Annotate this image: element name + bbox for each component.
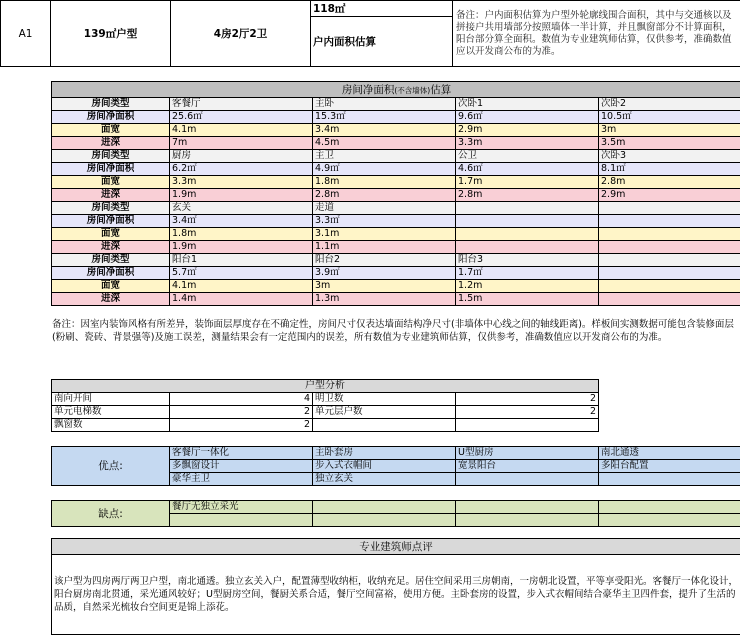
room-table-note: 备注：因室内装饰风格有所差异，装饰面层厚度存在不确定性，房间尺寸仅表达墙面结构净尺寸(非墙体中心线之间的轴线距离)。样板间实测数据可能包含装修面层(粉刷、瓷砖、背景强等)及施工误差，测量结果会有一定范围内的误差，所有数值为专业建筑师估算，仅供参考，准确数值应以开发商公布的为准。 xyxy=(52,319,734,343)
room-depth-cell: 1.1m xyxy=(313,241,456,254)
pro-item: 主卧套房 xyxy=(313,447,456,460)
analysis-label: 飘窗数 xyxy=(52,419,170,432)
room-width-cell: 1.8m xyxy=(313,176,456,189)
room-width-cell: 3.4m xyxy=(313,124,456,137)
room-area-cell xyxy=(599,267,740,280)
pro-item: 多飘窗设计 xyxy=(170,460,313,473)
pro-item xyxy=(456,473,599,486)
analysis-title: 户型分析 xyxy=(52,380,599,393)
review-title: 专业建筑师点评 xyxy=(52,539,740,555)
room-type-cell: 阳台3 xyxy=(456,254,599,267)
room-type-cell xyxy=(456,202,599,215)
room-depth-row xyxy=(52,137,740,150)
pro-item: 客餐厅一体化 xyxy=(170,447,313,460)
room-depth-cell xyxy=(599,293,740,306)
room-depth-cell: 1.5m xyxy=(456,293,599,306)
pros-table xyxy=(51,446,740,486)
room-width-cell xyxy=(456,228,599,241)
layout-label: 4房2厅2卫 xyxy=(171,1,311,67)
con-item xyxy=(313,501,456,514)
net-area-caption: 户内面积估算 xyxy=(311,17,453,67)
analysis-table xyxy=(51,379,599,432)
room-area-row xyxy=(52,215,740,228)
net-area-title-main: 房间净面积 xyxy=(341,84,395,96)
room-type-cell: 走道 xyxy=(313,202,456,215)
pro-item: 多阳台配置 xyxy=(599,460,740,473)
net-area-title-small: (不含墙体) xyxy=(394,86,431,95)
room-type-cell: 次卧1 xyxy=(456,98,599,111)
pro-item: 豪华主卫 xyxy=(170,473,313,486)
room-type-cell: 次卧3 xyxy=(599,150,740,163)
room-width-cell: 3m xyxy=(599,124,740,137)
room-width-cell: 1.8m xyxy=(170,228,313,241)
room-area-cell xyxy=(456,215,599,228)
room-area-cell: 4.9㎡ xyxy=(313,163,456,176)
room-type-cell: 主卫 xyxy=(313,150,456,163)
pro-item: 独立玄关 xyxy=(313,473,456,486)
room-type-row xyxy=(52,202,740,215)
analysis-label: 明卫数 xyxy=(313,393,456,406)
room-type-cell: 次卧2 xyxy=(599,98,740,111)
room-type-cell: 厨房 xyxy=(170,150,313,163)
room-width-cell: 4.1m xyxy=(170,124,313,137)
room-depth-cell: 7m xyxy=(170,137,313,150)
room-depth-row xyxy=(52,189,740,202)
pro-item: 宽景阳台 xyxy=(456,460,599,473)
analysis-value: 4 xyxy=(170,393,313,406)
room-type-row xyxy=(52,98,740,111)
room-width-row xyxy=(52,280,740,293)
pros-row xyxy=(52,447,740,460)
room-width-label: 面宽 xyxy=(52,124,170,137)
room-area-cell: 9.6㎡ xyxy=(456,111,599,124)
header-note: 备注：户内面积估算为户型外轮廓线围合面积，其中与交通核以及拼接户共用墙部分按照墙体一半计算，并且飘窗部分不计算面积，阳台部分算全面积。数值为专业建筑师估算，仅供参考，准确数值应以开发商公布的为准。 xyxy=(453,1,740,67)
room-area-cell: 1.7㎡ xyxy=(456,267,599,280)
cons-label: 缺点: xyxy=(52,501,170,527)
con-item xyxy=(170,514,313,527)
room-area-cell: 10.5㎡ xyxy=(599,111,740,124)
room-type-label: 房间类型 xyxy=(52,98,170,111)
net-area-table xyxy=(51,81,740,306)
room-type-label: 房间类型 xyxy=(52,202,170,215)
room-width-cell: 3m xyxy=(313,280,456,293)
analysis-value: 2 xyxy=(456,406,599,419)
analysis-label xyxy=(313,419,456,432)
room-area-row xyxy=(52,163,740,176)
room-type-cell xyxy=(599,254,740,267)
room-width-label: 面宽 xyxy=(52,228,170,241)
room-type-label: 房间类型 xyxy=(52,150,170,163)
room-area-label: 房间净面积 xyxy=(52,163,170,176)
room-depth-row xyxy=(52,241,740,254)
room-width-cell xyxy=(599,280,740,293)
room-width-label: 面宽 xyxy=(52,176,170,189)
room-width-cell: 3.3m xyxy=(170,176,313,189)
room-area-row xyxy=(52,111,740,124)
room-area-cell: 5.7㎡ xyxy=(170,267,313,280)
room-width-row xyxy=(52,176,740,189)
analysis-value: 2 xyxy=(456,393,599,406)
cons-table xyxy=(51,500,740,527)
analysis-label: 单元层户数 xyxy=(313,406,456,419)
room-width-cell: 3.1m xyxy=(313,228,456,241)
con-item xyxy=(599,501,740,514)
con-item xyxy=(313,514,456,527)
header-table xyxy=(0,0,740,67)
room-depth-cell: 4.5m xyxy=(313,137,456,150)
room-depth-label: 进深 xyxy=(52,241,170,254)
room-type-cell: 阳台1 xyxy=(170,254,313,267)
room-area-row xyxy=(52,267,740,280)
room-area-cell: 3.9㎡ xyxy=(313,267,456,280)
room-depth-cell: 1.9m xyxy=(170,241,313,254)
room-type-cell: 公卫 xyxy=(456,150,599,163)
room-type-cell: 阳台2 xyxy=(313,254,456,267)
room-depth-cell xyxy=(599,241,740,254)
room-depth-row xyxy=(52,293,740,306)
cons-row xyxy=(52,501,740,514)
room-type-row xyxy=(52,254,740,267)
net-area-value: 118㎡ xyxy=(311,1,453,17)
room-area-cell xyxy=(599,215,740,228)
room-width-cell: 2.8m xyxy=(599,176,740,189)
room-type-cell: 玄关 xyxy=(170,202,313,215)
room-type-cell xyxy=(599,202,740,215)
room-depth-cell: 2.8m xyxy=(313,189,456,202)
room-area-label: 房间净面积 xyxy=(52,111,170,124)
analysis-value xyxy=(456,419,599,432)
unit-id: A1 xyxy=(1,1,51,67)
room-width-cell: 1.7m xyxy=(456,176,599,189)
analysis-label: 南向开间 xyxy=(52,393,170,406)
pro-item: U型厨房 xyxy=(456,447,599,460)
con-item: 餐厅无独立采光 xyxy=(170,501,313,514)
room-depth-cell: 1.4m xyxy=(170,293,313,306)
room-width-row xyxy=(52,124,740,137)
room-area-cell: 15.3㎡ xyxy=(313,111,456,124)
room-depth-cell xyxy=(456,241,599,254)
room-area-cell: 3.4㎡ xyxy=(170,215,313,228)
con-item xyxy=(456,514,599,527)
review-text: 该户型为四房两厅两卫户型，南北通透。独立玄关入户，配置薄型收纳柜，收纳充足。居住空间采用三房朝南，一房朝北设置，平等享受阳光。客餐厅一体化设计，阳台厨房南北贯通，采光通风较好；U型厨房空间，餐厨关系合适，餐厅空间富裕，使用方便。主卧套房的设置，步入式衣帽间结合豪华主卫四件套，提升了生活的品质，自然采光梳妆台空间更是锦上添花。 xyxy=(52,555,740,635)
room-area-label: 房间净面积 xyxy=(52,267,170,280)
room-area-cell: 4.6㎡ xyxy=(456,163,599,176)
room-type-cell: 主卧 xyxy=(313,98,456,111)
pro-item xyxy=(599,473,740,486)
room-width-cell: 1.2m xyxy=(456,280,599,293)
analysis-row xyxy=(52,406,599,419)
room-width-cell xyxy=(599,228,740,241)
con-item xyxy=(456,501,599,514)
room-area-cell: 3.3㎡ xyxy=(313,215,456,228)
room-area-label: 房间净面积 xyxy=(52,215,170,228)
pro-item: 南北通透 xyxy=(599,447,740,460)
pro-item: 步入式衣帽间 xyxy=(313,460,456,473)
room-type-row xyxy=(52,150,740,163)
analysis-row xyxy=(52,419,599,432)
room-depth-cell: 2.8m xyxy=(456,189,599,202)
net-area-title xyxy=(52,82,740,98)
room-width-cell: 4.1m xyxy=(170,280,313,293)
net-area-title-suffix: 估算 xyxy=(430,84,452,96)
area-label: 139㎡户型 xyxy=(51,1,171,67)
room-area-cell: 25.6㎡ xyxy=(170,111,313,124)
room-depth-label: 进深 xyxy=(52,137,170,150)
pros-label: 优点: xyxy=(52,447,170,486)
room-depth-cell: 1.9m xyxy=(170,189,313,202)
analysis-label: 单元电梯数 xyxy=(52,406,170,419)
room-depth-label: 进深 xyxy=(52,189,170,202)
room-depth-label: 进深 xyxy=(52,293,170,306)
room-width-row xyxy=(52,228,740,241)
analysis-value: 2 xyxy=(170,419,313,432)
room-depth-cell: 1.3m xyxy=(313,293,456,306)
room-width-cell: 2.9m xyxy=(456,124,599,137)
room-type-label: 房间类型 xyxy=(52,254,170,267)
room-area-cell: 6.2㎡ xyxy=(170,163,313,176)
con-item xyxy=(599,514,740,527)
review-table xyxy=(51,538,740,635)
analysis-row xyxy=(52,393,599,406)
room-depth-cell: 2.9m xyxy=(599,189,740,202)
room-area-cell: 8.1㎡ xyxy=(599,163,740,176)
room-depth-cell: 3.3m xyxy=(456,137,599,150)
room-depth-cell: 3.5m xyxy=(599,137,740,150)
analysis-value: 2 xyxy=(170,406,313,419)
room-type-cell: 客餐厅 xyxy=(170,98,313,111)
room-width-label: 面宽 xyxy=(52,280,170,293)
